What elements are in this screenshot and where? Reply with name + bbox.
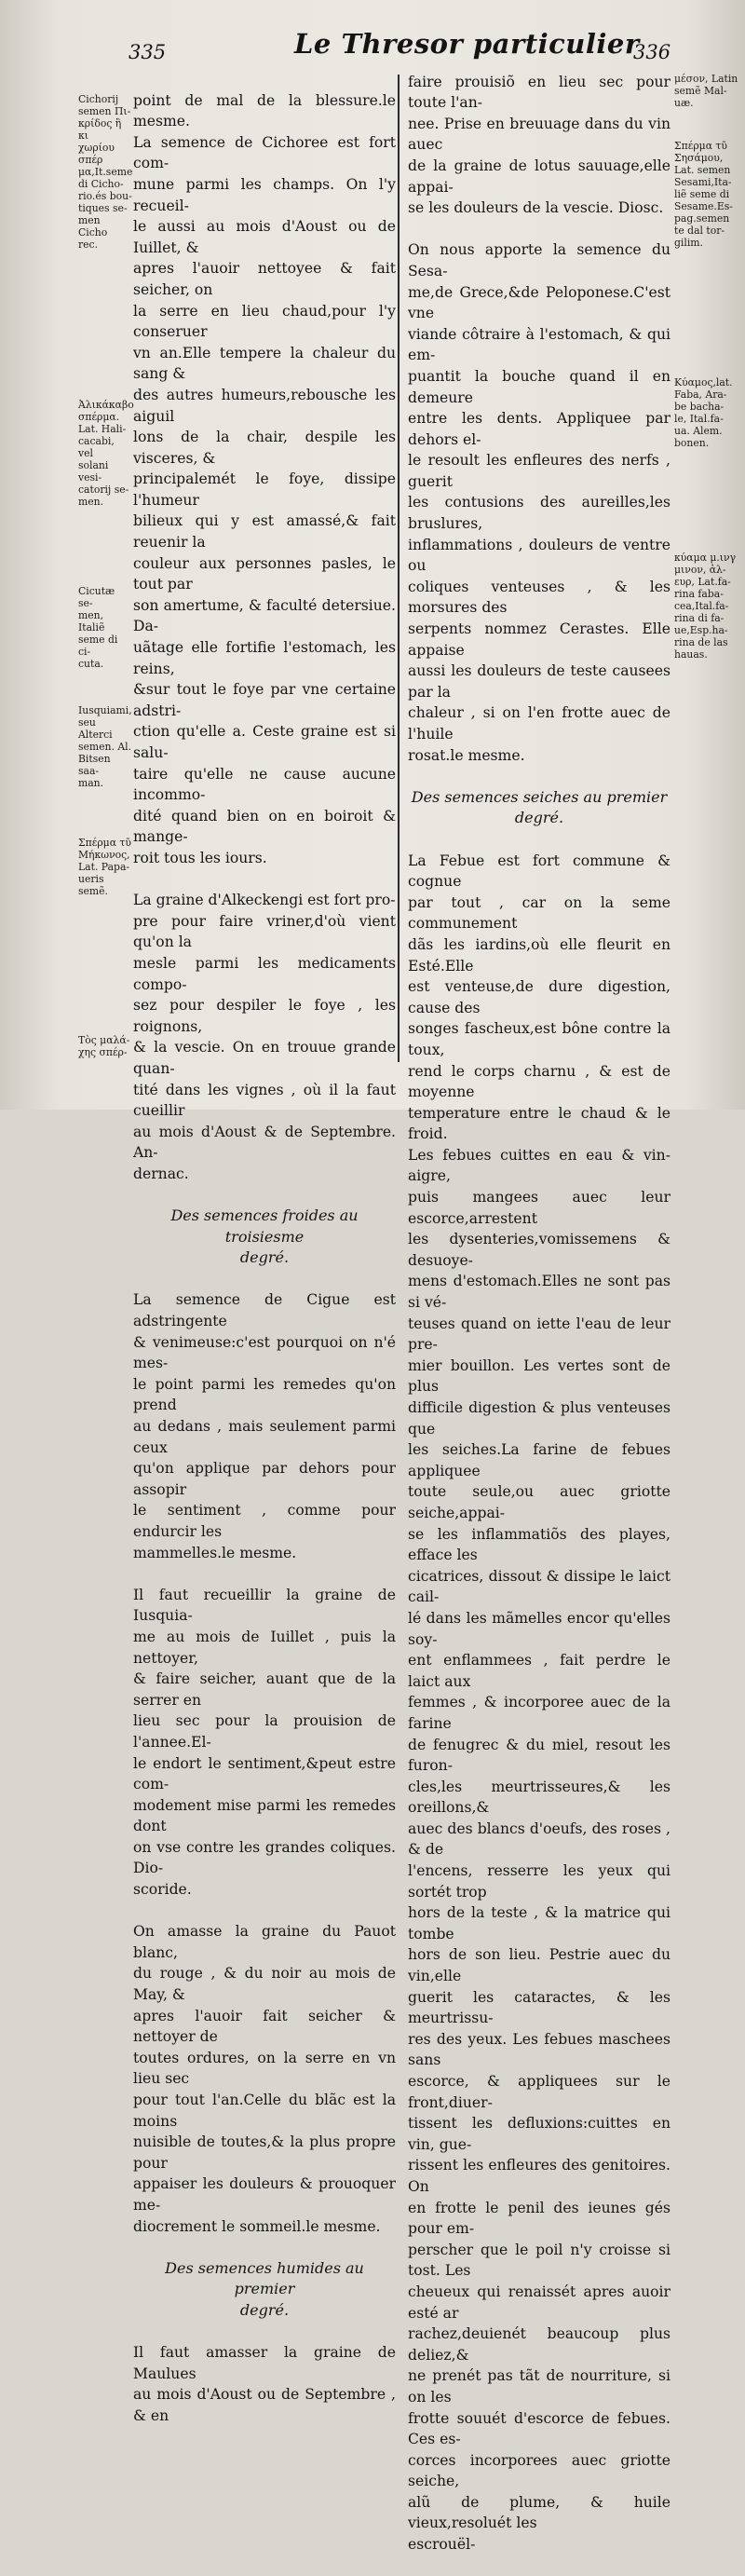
right-page-number: 336: [633, 41, 671, 63]
paragraph-cichoree: point de mal de la blessure.le mesme. La semence de Cichoree est fort com- mune parmi les champs. On l'y recueil- le aussi au mois d'Aoust ou de Iuillet, & apres l'auoir nettoyee & fait seicher, on la serre en lieu chaud,pour l'y conseruer vn an.Elle tempere la chaleur du sang & des autres humeurs,rebousche les aiguil lons de la chair, despile les visceres, & principalemét le foye, dissipe l'humeur bilieux qui y est amassé,& fait reuenir la couleur aux personnes pasles, le tout par son amertume, & faculté detersiue. Da- uãtage elle fortifie l'estomach, les reins, &sur tout le foye par vne certaine adstri- ction qu'elle a. Ceste graine est si salu- taire qu'elle ne cause aucune incommo- dité quand bien on en boiroit & mange- roit tous les iours.: [133, 91, 396, 866]
column-divider: [398, 75, 400, 1062]
margin-note-iusquiami: Iusquiami, seu Alterci semen. Al. Bitsen saa- man.: [78, 704, 132, 789]
margin-note-maluae-lat: μέσον, Latin semẽ Mal- uæ.: [674, 73, 738, 109]
paragraph-maulues-cont: faire prouisiõ en lieu sec pour toute l'an- nee. Prise en breuuage dans du vin auec de la graine de lotus sauuage,elle appai- se les douleurs de la vescie. Diosc.: [408, 73, 670, 217]
left-text-column: [133, 69, 396, 2424]
paragraph-maulues: Il faut amasser la graine de Maulues au mois d'Aoust ou de Septembre , & en: [133, 2344, 396, 2424]
paragraph-cigue: La semence de Cigue est adstringente & venimeuse:c'est pourquoi on n'é mes- le point parmi les remedes qu'on prend au dedans , mais seulement parmi ceux qu'on applique par dehors pour assopir le sentiment , comme pour endurcir les mammelles.le mesme.: [133, 1291, 396, 1561]
running-title: Le Thresor particulier: [294, 28, 640, 60]
margin-note-cichorij: Cichorij semen Πι- κρίδος ἢ κι χωρίου σπέρ μα,It.seme di Cicho- rio.és bou- tiques se- men Cicho rec.: [78, 93, 133, 251]
left-page-number: 335: [129, 41, 167, 63]
margin-note-farina-fabacea: κύαμα μ.ινγ μινον, ἀλ- ευρ, Lat.fa- rina faba- cea,Ital.fa- rina di fa- ue,Esp.ha- rina de las hauas.: [674, 552, 737, 661]
margin-note-faba: Κύαμος,lat. Faba, Ara- be bacha- le, Ital.fa- ua. Alem. bonen.: [674, 376, 733, 449]
paragraph-febue: La Febue est fort commune & cognue par tout , car on la seme communement dãs les iardins,où elle fleurit en Esté.Elle est venteuse,de dure digestion, cause des songes fascheux,est bône contre la toux, rend le corps charnu , & est de moyenne temperature entre le chaud & le froid. Les febues cuittes en eau & vin-aigre, puis mangees auec leur escorce,arrestent les dysenteries,vomissemens & desuoye- mens d'estomach.Elles ne sont pas si vé- teuses quand on iette l'eau de leur pre- mier bouillon. Les vertes sont de plus difficile digestion & plus venteuses que les seiches.La farine de febues appliquee toute seule,ou auec griotte seiche,appai- se les inflammatiõs des playes, efface les cicatrices, dissout & dissipe le laict cail- lé dans les mãmelles encor qu'elles soy- ent enflammees , fait perdre le laict aux femmes , & incorporee auec de la farine de fenugrec & du miel, resout les furon- cles,les meurtrisseures,& les oreillons,& auec des blancs d'oeufs, des roses , & de l'encens, resserre les yeux qui sortét trop hors de la teste , & la matrice qui tombe hors de son lieu. Pestrie auec du vin,elle guerit les cataractes, & les meurtrissu- res des yeux. Les febues maschees sans escorce, & appliquees sur le front,diuer- tissent les defluxions:cuittes en vin, gue- rissent les enfleures des genitoires. On en frotte le penil des ieunes gés pour em- perscher que le poil n'y croisse si tost. Les cheueux qui renaissét apres auoir esté ar rachez,deuienét beaucoup plus deliez,& ne prenét pas tãt de nourriture, si on les frotte souuét d'escorce de febues. Ces es- corces incorporees auec griotte seiche, alũ de plume, & huile vieux,resoluét les escrouël-: [408, 852, 670, 2554]
paragraph-iusquiame: Il faut recueillir la graine de Iusquia- me au mois de Iuillet , puis la nettoyer, & faire seicher, auant que de la serrer en lieu sec pour la prouision de l'annee.El- le endort le sentiment,&peut estre com- modement mise parmi les remedes dont on vse contre les grandes coliques. Dio- scoride.: [133, 1586, 396, 1899]
section-heading-humides: Des semences humides au premier degré.: [165, 2258, 364, 2319]
paragraph-sesame: On nous apporte la semence du Sesa- me,de Grece,&de Peloponese.C'est vne viande côtraire à l'estomach, & qui em- puantit la bouche quand il en demeure entre les dents. Appliquee par dehors el- le resoult les enfleures des nerfs , guerit les contusions des aureilles,les bruslures, inflammations , douleurs de ventre ou coliques venteuses , & les morsures des serpents nommez Cerastes. Elle appaise aussi les douleurs de teste causees par la chaleur , si on l'en frotte auec de l'huile rosat.le mesme.: [408, 241, 670, 764]
margin-note-maluae: Τὸς μαλά- χης σπέρ-: [78, 1034, 130, 1058]
section-heading-froides: Des semences froides au troisiesme degré.: [170, 1206, 359, 1267]
margin-note-cicuta: Cicutæ se- men, Italiẽ seme di ci- cuta.: [78, 585, 118, 670]
paragraph-alkekengi: La graine d'Alkeckengi est fort pro- pre pour faire vriner,d'où vient qu'on la mesle parmi les medicaments compo- sez pour despiler le foye , les roignons, & la vescie. On en trouue grande quan- tité dans les vignes , où il la faut cueillir au mois d'Aoust & de Septembre. An- dernac.: [133, 892, 396, 1182]
right-text-column: [408, 50, 670, 2554]
section-heading-seiches: Des semences seiches au premier degré.: [411, 787, 668, 827]
margin-note-sesami: Σπέρμα τῦ Σησάμου, Lat. semen Sesami,Ita- liẽ seme di Sesame.Es- pag.semen te dal tor- gilim.: [674, 140, 733, 249]
paragraph-pauot: On amasse la graine du Pauot blanc, du rouge , & du noir au mois de May, & apres l'auoir fait seicher & nettoyer de toutes ordures, on la serre en vn lieu sec pour tout l'an.Celle du blãc est la moins nuisible de toutes,& la plus propre pour appaiser les douleurs & prouoquer me- diocrement le sommeil.le mesme.: [133, 1923, 396, 2235]
margin-note-papaueris: Σπέρμα τῦ Μήκωνος, Lat. Papa- ueris semẽ.: [78, 837, 131, 897]
margin-note-alkekengi: Ἀλικάκαβο σπέρμα. Lat. Hali- cacabi, vel solani vesi- catorij se- men.: [78, 399, 134, 508]
